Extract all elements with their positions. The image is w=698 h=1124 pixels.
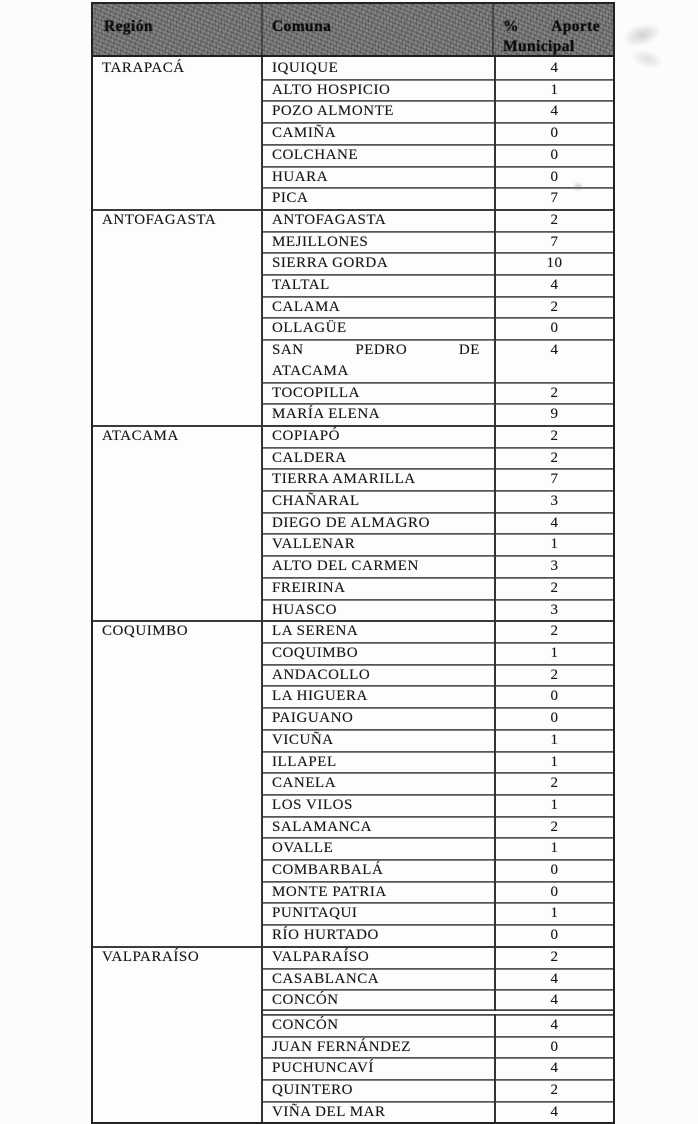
comuna-cell: LA HIGUERA xyxy=(263,685,496,707)
table-row xyxy=(263,685,613,707)
comuna-cell: JUAN FERNÁNDEZ xyxy=(263,1036,496,1058)
region-cell: VALPARAÍSO xyxy=(93,946,263,1123)
table-row xyxy=(263,816,613,838)
pct-value-cell: 4 xyxy=(550,103,559,120)
table-row xyxy=(263,231,613,253)
comuna-cell: PAIGUANO xyxy=(263,707,496,729)
table-row xyxy=(263,187,613,209)
pct-value-cell: 0 xyxy=(550,168,559,185)
pct-value-cell: 1 xyxy=(550,753,559,770)
pct-value-cell: 1 xyxy=(550,796,559,813)
table-row xyxy=(263,100,613,122)
comuna-cell: POZO ALMONTE xyxy=(263,100,496,122)
table-row xyxy=(263,166,613,188)
pct-value-cell: 7 xyxy=(550,471,559,488)
pct-value-cell: 4 xyxy=(550,60,559,76)
pct-value-cell: 4 xyxy=(550,277,559,294)
comuna-cell: ALTO HOSPICIO xyxy=(263,79,496,101)
pct-value-cell: 4 xyxy=(550,514,559,531)
table-row xyxy=(263,989,613,1011)
comuna-rows xyxy=(263,946,613,1123)
comuna-line2: ATACAMA xyxy=(272,362,349,379)
header-cell-region xyxy=(93,4,263,55)
header-cell-comuna xyxy=(263,4,494,55)
municipal-contribution-table xyxy=(91,2,615,1124)
comuna-cell: DIEGO DE ALMAGRO xyxy=(263,512,496,534)
pct-value-cell: 0 xyxy=(550,710,559,727)
comuna-cell: CALDERA xyxy=(263,447,496,469)
pct-value-cell: 1 xyxy=(550,905,559,922)
comuna-cell: CANELA xyxy=(263,772,496,794)
comuna-cell: ANTOFAGASTA xyxy=(263,209,496,231)
table-row xyxy=(263,555,613,577)
comuna-cell: RÍO HURTADO xyxy=(263,924,496,946)
comuna-cell: MONTE PATRIA xyxy=(263,881,496,903)
comuna-cell: MARÍA ELENA xyxy=(263,403,496,425)
table-row xyxy=(263,772,613,794)
pct-value-cell: 4 xyxy=(550,992,559,1009)
header-comuna-label: Comuna xyxy=(272,18,332,35)
header-region-label: Región xyxy=(104,18,153,35)
table-row xyxy=(263,382,613,404)
table-row xyxy=(263,122,613,144)
pct-value-cell: 2 xyxy=(550,384,559,401)
comuna-cell: PICA xyxy=(263,187,496,209)
region-group xyxy=(93,57,613,209)
table-row xyxy=(263,533,613,555)
table-row xyxy=(263,881,613,903)
pct-value-cell: 2 xyxy=(550,427,559,444)
region-group xyxy=(93,946,613,1123)
header-pct-line1 xyxy=(503,17,600,37)
table-row xyxy=(263,751,613,773)
pct-value-cell: 0 xyxy=(550,320,559,337)
comuna-cell: CASABLANCA xyxy=(263,968,496,990)
table-row xyxy=(263,468,613,490)
pct-value-cell: 0 xyxy=(550,125,559,142)
pct-value-cell: 0 xyxy=(550,688,559,705)
comuna-cell: ANDACOLLO xyxy=(263,664,496,686)
comuna-cell: COLCHANE xyxy=(263,144,496,166)
pct-value-cell: 0 xyxy=(550,927,559,944)
pct-value-cell: 4 xyxy=(550,1060,559,1077)
pct-value-cell: 1 xyxy=(550,840,559,857)
table-row xyxy=(263,902,613,924)
comuna-cell: VICUÑA xyxy=(263,729,496,751)
comuna-cell: CONCÓN xyxy=(263,989,496,1011)
comuna-rows xyxy=(263,620,613,946)
table-row xyxy=(263,144,613,166)
pct-value-cell: 2 xyxy=(550,666,559,683)
table-row xyxy=(263,209,613,231)
comuna-cell: CONCÓN xyxy=(263,1014,496,1036)
table-row xyxy=(263,403,613,425)
pct-value-cell: 1 xyxy=(550,731,559,748)
scan-smudge xyxy=(628,46,665,72)
comuna-cell: COQUIMBO xyxy=(263,642,496,664)
region-group xyxy=(93,620,613,946)
comuna-word: PEDRO xyxy=(355,342,408,359)
pct-value-cell: 4 xyxy=(550,342,559,359)
table-row xyxy=(263,79,613,101)
comuna-cell: SALAMANCA xyxy=(263,816,496,838)
comuna-cell: LA SERENA xyxy=(263,620,496,642)
table-row xyxy=(263,642,613,664)
pct-value-cell: 1 xyxy=(550,536,559,553)
header-municipal-label: Municipal xyxy=(503,38,575,55)
comuna-cell: COPIAPÓ xyxy=(263,425,496,447)
comuna-cell: CHAÑARAL xyxy=(263,490,496,512)
comuna-cell: CAMIÑA xyxy=(263,122,496,144)
table-row xyxy=(263,512,613,534)
comuna-cell: TOCOPILLA xyxy=(263,382,496,404)
pct-value-cell: 7 xyxy=(550,233,559,250)
pct-value-cell: 2 xyxy=(550,298,559,315)
pct-value-cell: 3 xyxy=(550,601,559,618)
pct-value-cell: 7 xyxy=(550,190,559,207)
pct-value-cell: 10 xyxy=(546,255,563,272)
table-row xyxy=(263,447,613,469)
comuna-cell: ILLAPEL xyxy=(263,751,496,773)
comuna-rows xyxy=(263,425,613,620)
region-cell: COQUIMBO xyxy=(93,620,263,946)
region-group xyxy=(93,425,613,620)
pct-value-cell: 2 xyxy=(550,579,559,596)
table-row xyxy=(263,924,613,946)
table-row xyxy=(263,707,613,729)
comuna-cell: ALTO DEL CARMEN xyxy=(263,555,496,577)
comuna-cell: TALTAL xyxy=(263,274,496,296)
header-cell-pct-aporte-municipal xyxy=(494,4,613,55)
comuna-cell: PUCHUNCAVÍ xyxy=(263,1057,496,1079)
pct-value-cell: 0 xyxy=(550,862,559,879)
table-row xyxy=(263,1079,613,1101)
region-group xyxy=(93,209,613,425)
comuna-cell: TIERRA AMARILLA xyxy=(263,468,496,490)
pct-value-cell: 2 xyxy=(550,1082,559,1099)
pct-value-cell: 2 xyxy=(550,948,559,965)
comuna-cell: FREIRINA xyxy=(263,577,496,599)
pct-value-cell: 0 xyxy=(550,883,559,900)
pct-value-cell: 0 xyxy=(550,1038,559,1055)
table-row xyxy=(263,425,613,447)
comuna-cell: MEJILLONES xyxy=(263,231,496,253)
table-row xyxy=(263,794,613,816)
comuna-cell: PUNITAQUI xyxy=(263,902,496,924)
comuna-cell: OVALLE xyxy=(263,837,496,859)
pct-value-cell: 2 xyxy=(550,818,559,835)
comuna-word: DE xyxy=(458,342,480,359)
comuna-cell: VIÑA DEL MAR xyxy=(263,1101,496,1123)
pct-value-cell: 2 xyxy=(550,211,559,228)
comuna-line1 xyxy=(272,340,494,361)
comuna-cell: QUINTERO xyxy=(263,1079,496,1101)
comuna-cell: HUARA xyxy=(263,166,496,188)
pct-value-cell: 9 xyxy=(550,406,559,423)
comuna-cell xyxy=(263,339,496,381)
comuna-cell: VALLENAR xyxy=(263,533,496,555)
table-row xyxy=(263,317,613,339)
header-aporte-label: Aporte xyxy=(551,18,600,35)
table-row xyxy=(263,577,613,599)
comuna-rows xyxy=(263,209,613,425)
table-row xyxy=(263,599,613,621)
table-row xyxy=(263,946,613,968)
pct-value-cell: 2 xyxy=(550,775,559,792)
table-row xyxy=(263,1014,613,1036)
table-row xyxy=(263,1036,613,1058)
table-row xyxy=(263,296,613,318)
pct-value-cell: 3 xyxy=(550,493,559,510)
comuna-rows xyxy=(263,57,613,209)
pct-value-cell: 2 xyxy=(550,623,559,640)
table-body xyxy=(93,57,613,1122)
table-row xyxy=(263,837,613,859)
table-row xyxy=(263,664,613,686)
pct-value-cell: 4 xyxy=(550,1103,559,1120)
comuna-cell: CALAMA xyxy=(263,296,496,318)
pct-value-cell: 2 xyxy=(550,449,559,466)
region-cell: ANTOFAGASTA xyxy=(93,209,263,425)
pct-value-cell: 4 xyxy=(550,970,559,987)
pct-value-cell: 0 xyxy=(550,146,559,163)
comuna-word: SAN xyxy=(272,342,304,359)
scan-smudge xyxy=(620,18,665,51)
comuna-cell: LOS VILOS xyxy=(263,794,496,816)
table-row xyxy=(263,729,613,751)
table-row xyxy=(263,859,613,881)
table-header-row xyxy=(93,4,613,57)
table-row xyxy=(263,274,613,296)
pct-value-cell: 1 xyxy=(550,644,559,661)
region-cell: ATACAMA xyxy=(93,425,263,620)
table-row xyxy=(263,339,613,381)
comuna-cell: OLLAGÜE xyxy=(263,317,496,339)
comuna-cell: COMBARBALÁ xyxy=(263,859,496,881)
comuna-cell: SIERRA GORDA xyxy=(263,252,496,274)
table-row xyxy=(263,252,613,274)
pct-value-cell: 3 xyxy=(550,558,559,575)
header-pct-symbol: % xyxy=(503,18,519,35)
table-row xyxy=(263,968,613,990)
pct-value-cell: 1 xyxy=(550,81,559,98)
table-row xyxy=(263,1101,613,1123)
region-cell: TARAPACÁ xyxy=(93,57,263,209)
table-row xyxy=(263,57,613,79)
comuna-cell: HUASCO xyxy=(263,599,496,621)
comuna-cell: VALPARAÍSO xyxy=(263,946,496,968)
pct-value-cell: 4 xyxy=(550,1016,559,1033)
table-row xyxy=(263,620,613,642)
table-row xyxy=(263,490,613,512)
comuna-cell: IQUIQUE xyxy=(263,57,496,79)
